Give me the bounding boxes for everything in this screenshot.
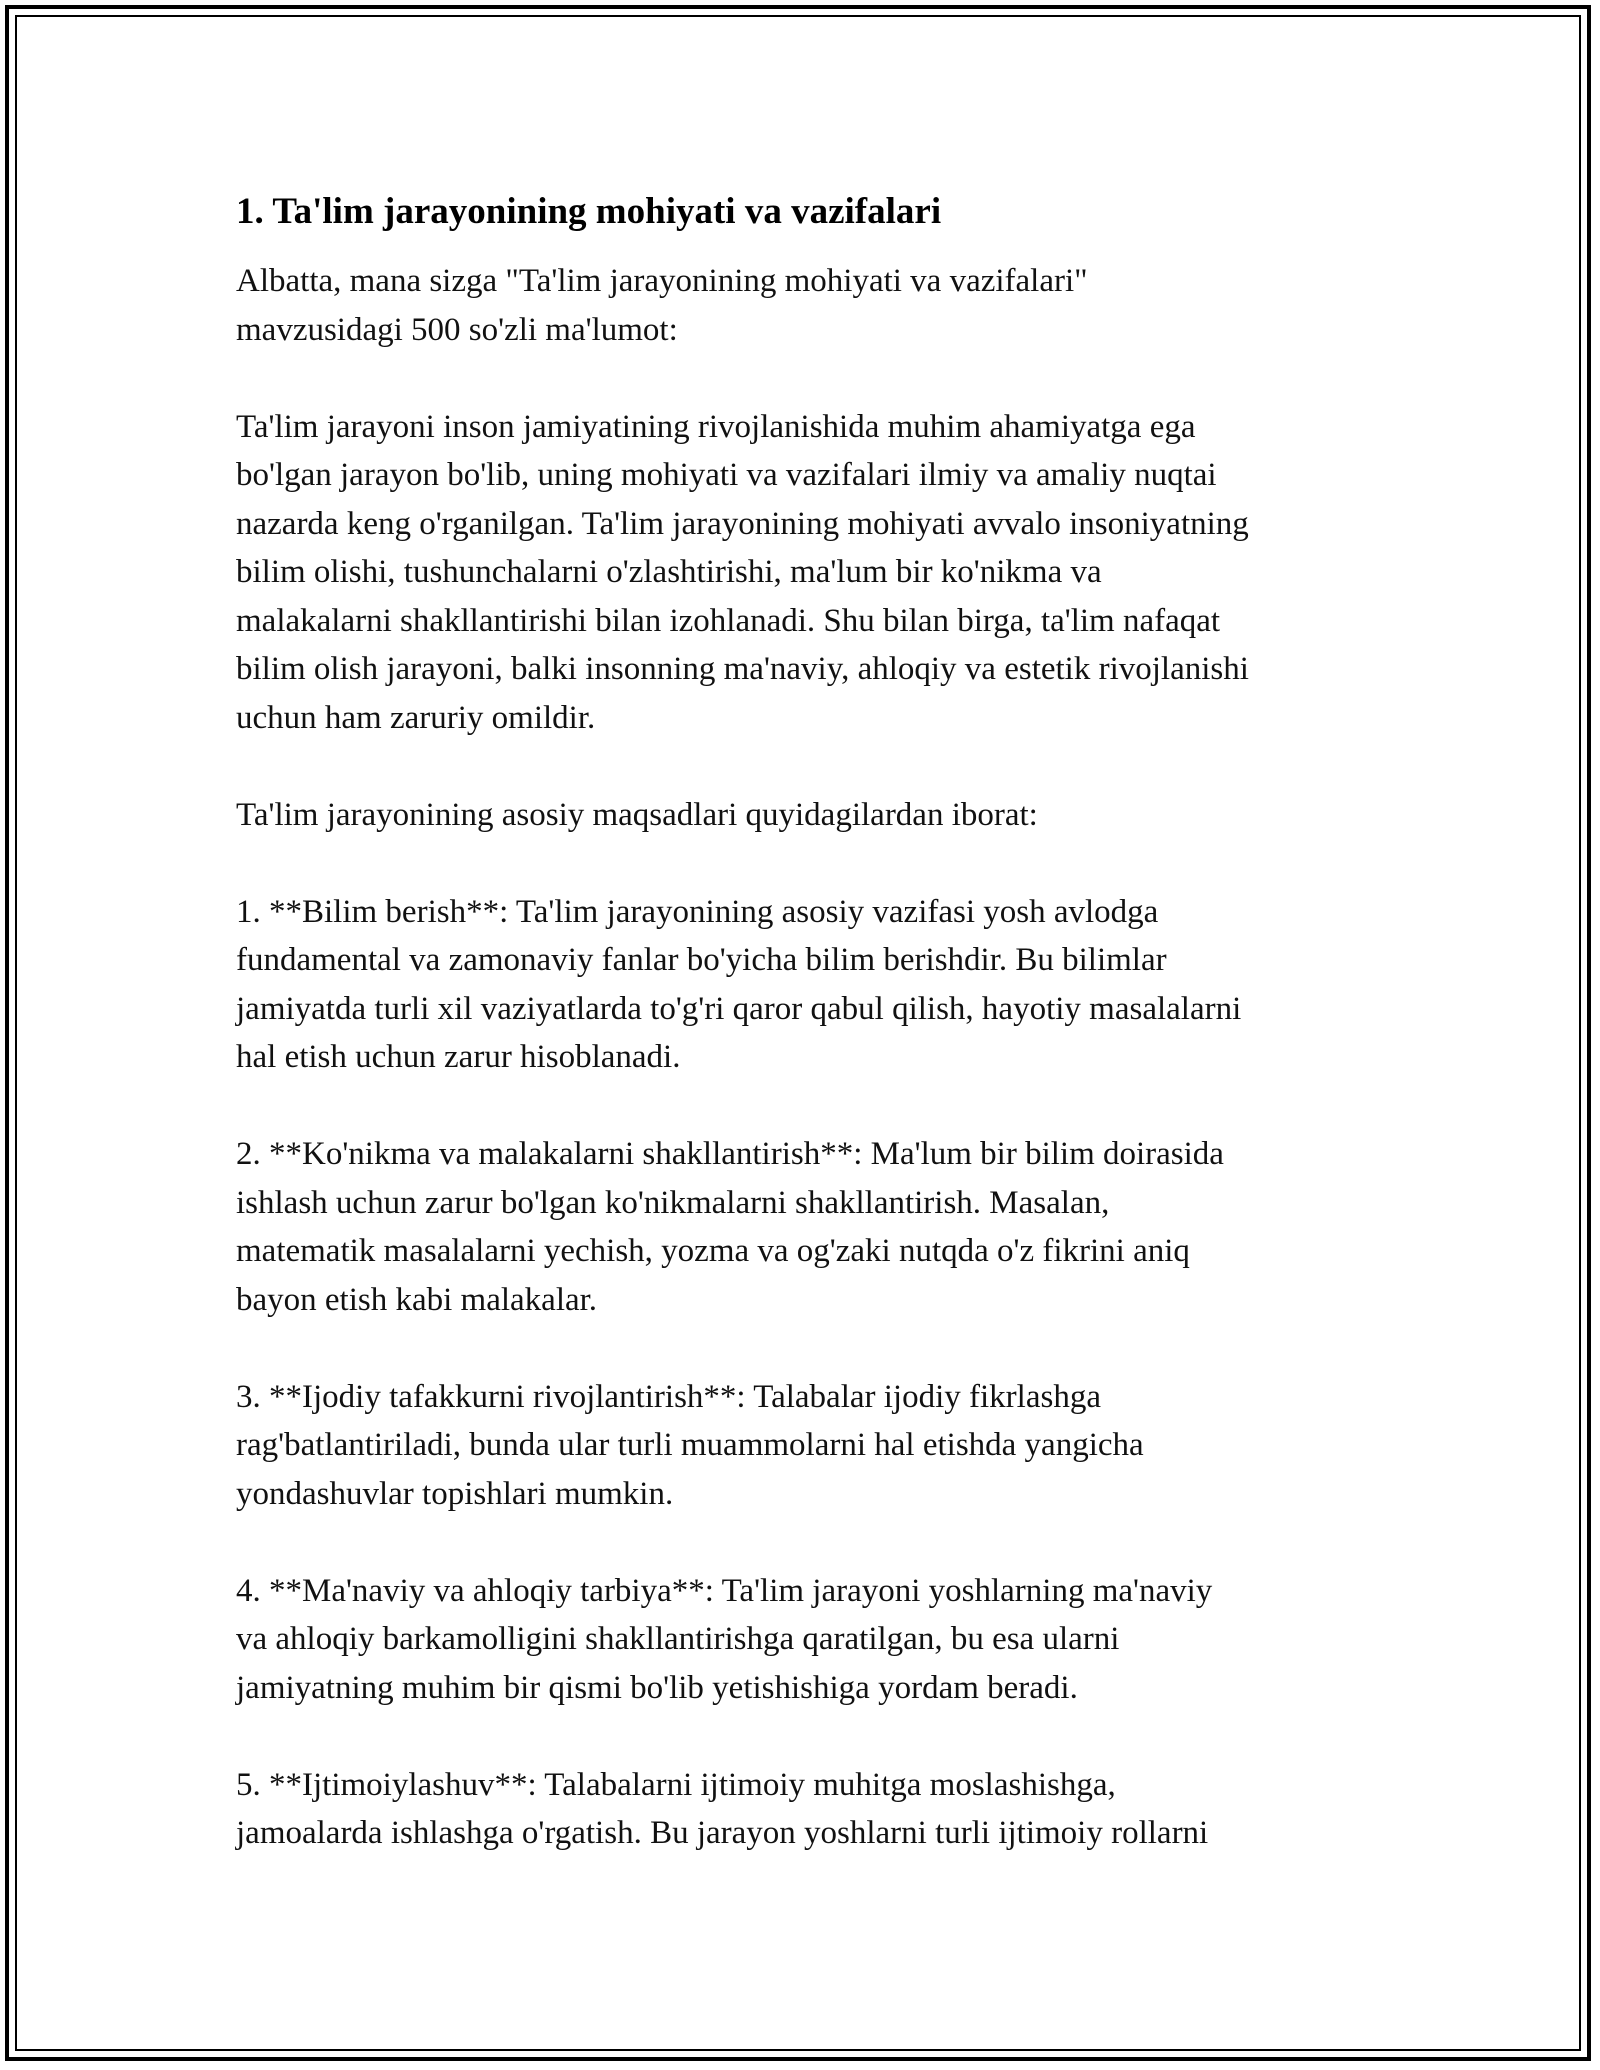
document-heading: 1. Ta'lim jarayonining mohiyati va vazifalari <box>236 191 942 232</box>
text-line: ishlash uchun zarur bo'lgan ko'nikmalarni shakllantirish. Masalan, <box>236 1184 1110 1221</box>
text-line: malakalarni shakllantirishi bilan izohlanadi. Shu bilan birga, ta'lim nafaqat <box>236 602 1221 639</box>
list-item-4 <box>236 1567 1386 1713</box>
text-line: 3. **Ijodiy tafakkurni rivojlantirish**: Talabalar ijodiy fikrlashga <box>236 1378 1101 1415</box>
text-line: jamoalarda ishlashga o'rgatish. Bu jarayon yoshlarni turli ijtimoiy rollarni <box>236 1815 1209 1851</box>
text-line: hal etish uchun zarur hisoblanadi. <box>236 1039 681 1075</box>
text-line: 2. **Ko'nikma va malakalarni shakllantirish**: Ma'lum bir bilim doirasida <box>236 1136 1224 1172</box>
text-line: 5. **Ijtimoiylashuv**: Talabalarni ijtimoiy muhitga moslashishga, <box>236 1766 1116 1803</box>
list-item-1 <box>236 888 1386 1082</box>
text-line: jamiyatda turli xil vaziyatlarda to'g'ri qaror qabul qilish, hayotiy masalalarni <box>236 990 1242 1027</box>
text-line: bayon etish kabi malakalar. <box>236 1281 598 1318</box>
list-item-3 <box>236 1373 1386 1519</box>
text-line: matematik masalalarni yechish, yozma va og'zaki nutqda o'z fikrini aniq <box>236 1233 1190 1269</box>
text-line: Ta'lim jarayonining asosiy maqsadlari quyidagilardan iborat: <box>236 796 1038 833</box>
paragraph-goals-intro <box>236 791 1386 840</box>
text-line: bo'lgan jarayon bo'lib, uning mohiyati va vazifalari ilmiy va amaliy nuqtai <box>236 457 1217 493</box>
text-line: yondashuvlar topishlari mumkin. <box>236 1475 674 1512</box>
text-line: uchun ham zaruriy omildir. <box>236 699 596 736</box>
paragraph-essence <box>236 403 1386 743</box>
text-line: rag'batlantiriladi, bunda ular turli muammolarni hal etishda yangicha <box>236 1427 1144 1463</box>
text-line: bilim olishi, tushunchalarni o'zlashtirishi, ma'lum bir ko'nikma va <box>236 554 1102 590</box>
text-line: bilim olish jarayoni, balki insonning ma'naviy, ahloqiy va estetik rivojlanishi <box>236 651 1249 687</box>
text-line: fundamental va zamonaviy fanlar bo'yicha bilim berishdir. Bu bilimlar <box>236 942 1167 978</box>
list-item-5 <box>236 1761 1386 1858</box>
document-body <box>236 187 1386 1906</box>
text-line: 4. **Ma'naviy va ahloqiy tarbiya**: Ta'lim jarayoni yoshlarning ma'naviy <box>236 1572 1213 1609</box>
list-item-2 <box>236 1130 1386 1324</box>
text-line: nazarda keng o'rganilgan. Ta'lim jarayonining mohiyati avvalo insoniyatning <box>236 505 1249 542</box>
paragraph-intro <box>236 257 1386 354</box>
text-line: 1. **Bilim berish**: Ta'lim jarayonining asosiy vazifasi yosh avlodga <box>236 893 1159 930</box>
text-line: Albatta, mana sizga "Ta'lim jarayonining mohiyati va vazifalari" <box>236 263 1088 299</box>
text-line: jamiyatning muhim bir qismi bo'lib yetishishiga yordam beradi. <box>236 1669 1078 1706</box>
text-line: va ahloqiy barkamolligini shakllantirishga qaratilgan, bu esa ularni <box>236 1621 1120 1657</box>
text-line: Ta'lim jarayoni inson jamiyatining rivojlanishida muhim ahamiyatga ega <box>236 408 1196 445</box>
text-line: mavzusidagi 500 so'zli ma'lumot: <box>236 311 678 348</box>
